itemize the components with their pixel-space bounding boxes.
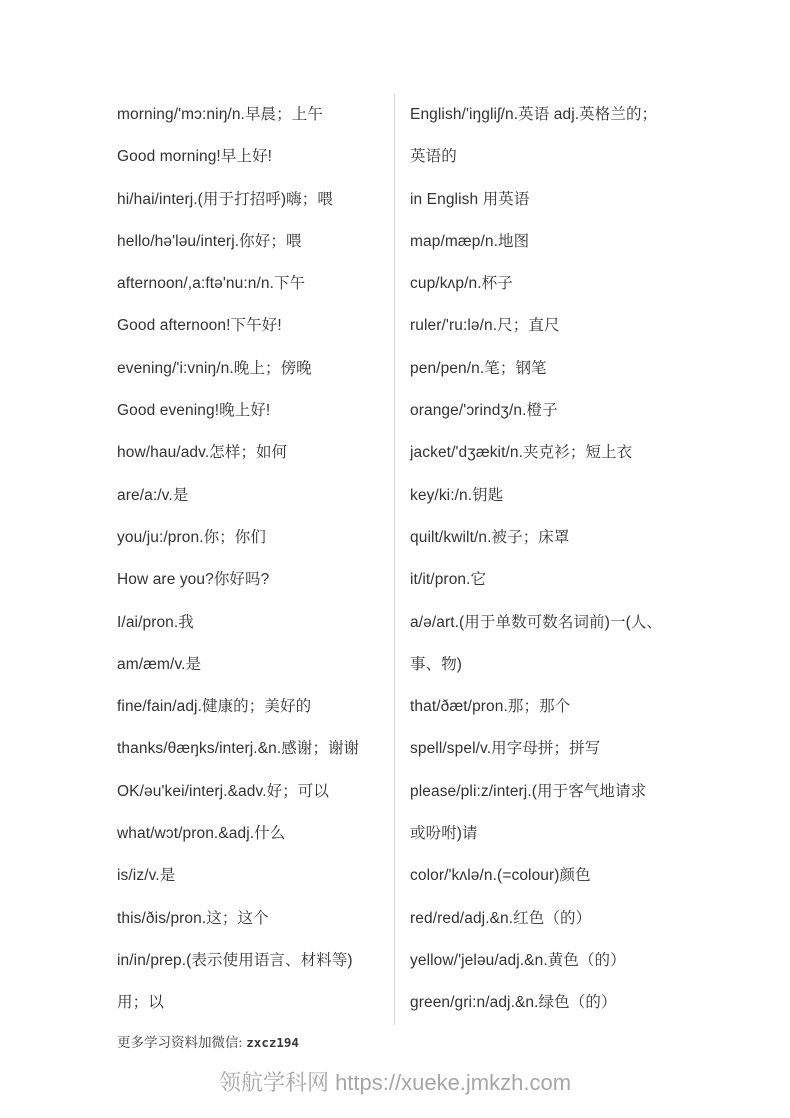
vocab-line: ruler/'ru:lə/n.尺；直尺 (410, 317, 560, 335)
vocab-line: orange/'ɔrindʒ/n.橙子 (410, 402, 558, 420)
vocab-line: morning/'mɔ:niŋ/n.早晨；上午 (117, 106, 323, 123)
footer-note (117, 1031, 299, 1051)
vocab-line: Good evening!晚上好! (117, 402, 271, 420)
vocab-line: how/hau/adv.怎样；如何 (117, 444, 288, 462)
vocab-line: please/pli:z/interj.(用于客气地请求 (410, 782, 647, 800)
vocab-line: is/iz/v.是 (117, 867, 176, 885)
vocab-line: yellow/'jeləu/adj.&n.黄色（的） (410, 951, 626, 969)
vocab-line: that/ðæt/pron.那；那个 (410, 698, 571, 716)
vocab-line: 英语的 (410, 148, 457, 166)
footer-note-code: zxcz194 (246, 1035, 299, 1050)
vocab-line: How are you?你好吗? (117, 571, 270, 589)
vocab-line: evening/'i:vniŋ/n.晚上；傍晚 (117, 359, 312, 377)
vocab-line: 事、物) (410, 655, 463, 673)
vocab-line: are/a:/v.是 (117, 486, 189, 504)
vocab-line: English/'iŋgliʃ/n.英语 adj.英格兰的； (410, 106, 658, 123)
vocab-line: map/mæp/n.地图 (410, 232, 530, 250)
vocab-column-left (117, 94, 394, 1025)
vocab-line: Good afternoon!下午好! (117, 317, 282, 335)
vocab-line: quilt/kwilt/n.被子；床罩 (410, 528, 570, 546)
vocab-line: in/in/prep.(表示使用语言、材料等) (117, 951, 353, 969)
vocab-line: red/red/adj.&n.红色（的） (410, 909, 592, 927)
vocab-line: key/ki:/n.钥匙 (410, 486, 504, 504)
vocab-line: Good morning!早上好! (117, 148, 273, 166)
vocab-line: 或吩咐)请 (410, 825, 478, 843)
vocab-line: in English 用英语 (410, 190, 530, 208)
vocab-column-right (395, 94, 780, 1025)
vocab-line: this/ðis/pron.这；这个 (117, 909, 269, 927)
vocab-line: hi/hai/interj.(用于打招呼)嗨；喂 (117, 190, 333, 208)
vocab-line: spell/spel/v.用字母拼；拼写 (410, 740, 601, 758)
vocab-line: what/wɔt/pron.&adj.什么 (117, 825, 286, 843)
vocab-line: pen/pen/n.笔；钢笔 (410, 359, 547, 377)
site-watermark: 领航学科网 https://xueke.jmkzh.com (218, 1070, 572, 1095)
vocab-line: thanks/θæŋks/interj.&n.感谢；谢谢 (117, 740, 360, 758)
footer-note-label: 更多学习资料加微信: (117, 1035, 243, 1050)
vocab-line: jacket/'dʒækit/n.夹克衫；短上衣 (410, 444, 633, 462)
vocab-line: hello/hə'ləu/interj.你好；喂 (117, 232, 302, 250)
vocab-line: 用；以 (117, 994, 164, 1012)
vocab-line: it/it/pron.它 (410, 571, 487, 589)
vocab-line: I/ai/pron.我 (117, 613, 194, 631)
vocab-line: you/ju:/pron.你；你们 (117, 528, 267, 546)
vocab-line: afternoon/,a:ftə'nu:n/n.下午 (117, 275, 306, 293)
vocab-line: am/æm/v.是 (117, 655, 202, 673)
vocab-line: OK/əu'kei/interj.&adv.好；可以 (117, 782, 330, 800)
vocab-line: fine/fain/adj.健康的；美好的 (117, 698, 312, 716)
vocab-list (117, 94, 780, 1025)
vocab-line: a/ə/art.(用于单数可数名词前)一(人、 (410, 613, 663, 631)
vocab-line: green/gri:n/adj.&n.绿色（的） (410, 994, 617, 1012)
vocab-line: color/'kʌlə/n.(=colour)颜色 (410, 867, 591, 885)
vocab-line: cup/kʌp/n.杯子 (410, 275, 513, 293)
